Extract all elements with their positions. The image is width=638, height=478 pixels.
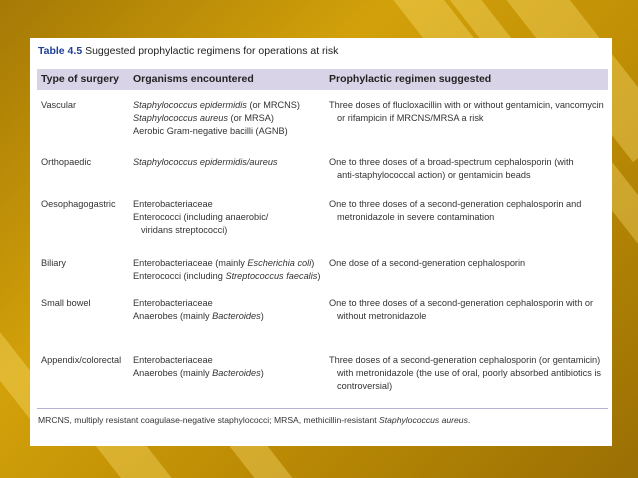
table-row-organisms: Staphylococcus epidermidis/aureus xyxy=(133,157,278,167)
table-bottom-rule xyxy=(37,408,608,409)
table-row-organisms: Staphylococcus epidermidis (or MRCNS) Staphylococcus aureus (or MRSA) Aerobic Gram-negative bacilli (AGNB) xyxy=(133,100,300,137)
table-row-organisms: Enterobacteriaceae Anaerobes (mainly Bacteroides) xyxy=(133,298,264,322)
table-row-regimen: One dose of a second-generation cephalosporin xyxy=(329,258,526,268)
table-row-organisms: Enterobacteriaceae (mainly Escherichia coli) Enterococci (including Streptococcus faecalis) xyxy=(133,258,321,282)
table-row-regimen: One to three doses of a second-generation cephalosporin with or without metronidazole xyxy=(329,298,594,322)
table-row-regimen: One to three doses of a second-generation cephalosporin and metronidazole in severe contamination xyxy=(329,199,582,223)
table-title: Suggested prophylactic regimens for operations at risk xyxy=(85,45,339,57)
table-row-surgery: Oesophagogastric xyxy=(41,199,116,209)
table-label: Table 4.5 xyxy=(38,45,83,57)
table-row-surgery: Appendix/colorectal xyxy=(41,355,122,365)
table-row-organisms: Enterobacteriaceae Anaerobes (mainly Bacteroides) xyxy=(133,355,264,379)
table-row-regimen: One to three doses of a broad-spectrum cephalosporin (with anti-staphylococcal action) or gentamicin beads xyxy=(329,157,574,181)
table-page xyxy=(30,38,612,446)
table-footnote: MRCNS, multiply resistant coagulase-negative staphylococci; MRSA, methicillin-resistant Staphylococcus aureus. xyxy=(38,415,471,425)
table-row-organisms: Enterobacteriaceae Enterococci (including anaerobic/ viridans streptococci) xyxy=(133,199,269,236)
table-row-surgery: Vascular xyxy=(41,100,77,110)
header-organisms-encountered: Organisms encountered xyxy=(133,73,254,85)
header-prophylactic-regimen: Prophylactic regimen suggested xyxy=(329,73,492,85)
table-row-surgery: Biliary xyxy=(41,258,67,268)
table-row-surgery: Orthopaedic xyxy=(41,157,92,167)
table-row-surgery: Small bowel xyxy=(41,298,91,308)
table-header-row xyxy=(37,69,608,90)
table-caption xyxy=(38,45,338,57)
header-type-of-surgery: Type of surgery xyxy=(41,73,119,85)
table-row-regimen: Three doses of flucloxacillin with or without gentamicin, vancomycin or rifampicin if MRCNS/MRSA a risk xyxy=(329,100,604,124)
table-row-regimen: Three doses of a second-generation cephalosporin (or gentamicin) with metronidazole (the use of oral, poorly absorbed antibiotics is controversial) xyxy=(329,355,602,392)
